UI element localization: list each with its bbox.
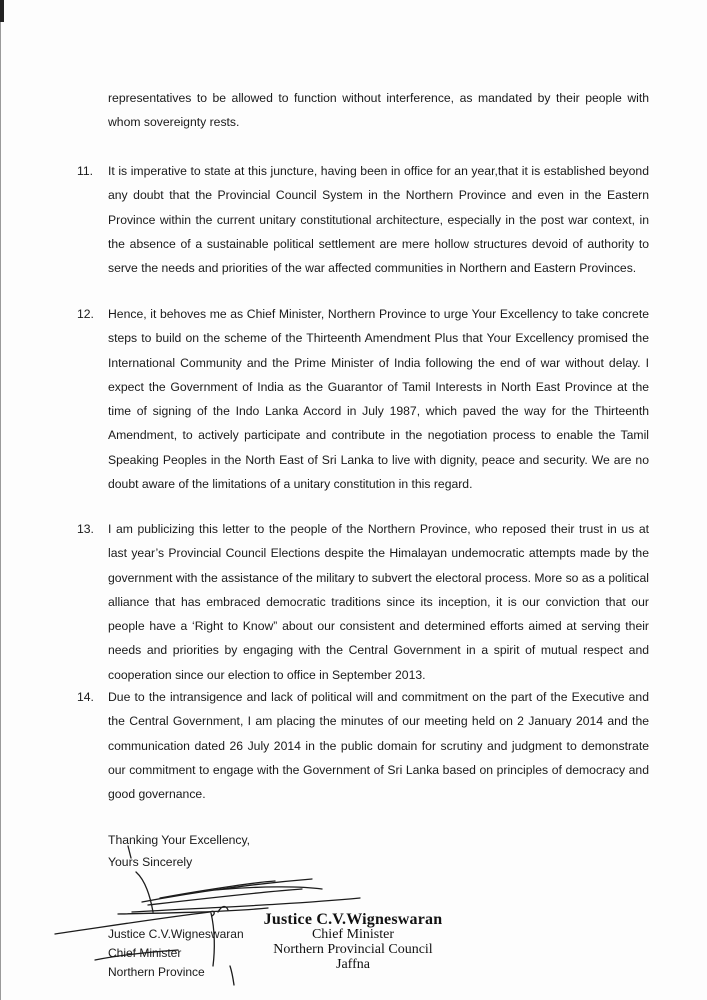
signatory-block <box>108 925 244 982</box>
official-stamp <box>258 912 448 972</box>
stamp-city: Jaffna <box>336 957 370 972</box>
paragraph-12: Hence, it behoves me as Chief Minister, Northern Province to urge Your Excellency to take concrete steps to build on the scheme of the Thirteenth Amendment Plus that Your Excellency promised the International Community and the Prime Minister of India following the end of war without delay. I expect the Government of India as the Guarantor of Tamil Interests in North East Province at the time of signing of the Indo Lanka Accord in July 1987, which paved the way for the Thirteenth Amendment, to actively participate and contribute in the negotiation process to enable the Tamil Speaking Peoples in the North East of Sri Lanka to live with dignity, peace and security. We are no doubt aware of the limitations of a unitary constitution in this regard. <box>108 307 649 492</box>
paragraph-11: It is imperative to state at this juncture, having been in office for an year,that it is established beyond any doubt that the Provincial Council System in the Northern Province and even in the Eastern Province within the current unitary constitutional architecture, especially in the post war context, in the absence of a sustainable political settlement are mere hollow structures devoid of authority to serve the needs and priorities of the war affected communities in Northern and Eastern Provinces. <box>108 164 649 276</box>
paragraph-number-14: 14. <box>77 690 94 704</box>
paragraph-continuation: representatives to be allowed to function without interference, as mandated by their people with whom sovereignty rests. <box>108 91 649 130</box>
signatory-province: Northern Province <box>108 965 205 979</box>
stamp-council: Northern Provincial Council <box>273 942 433 957</box>
paragraph-number-13: 13. <box>77 522 94 536</box>
paragraph-14: Due to the intransigence and lack of political will and commitment on the part of the Executive and the Central Government, I am placing the minutes of our meeting held on 2 January 2014 and the communication dated 26 July 2014 in the public domain for scrutiny and judgment to demonstrate our commitment to engage with the Government of Sri Lanka based on principles of democracy and good governance. <box>108 690 649 802</box>
paragraph-13: I am publicizing this letter to the people of the Northern Province, who reposed their trust in us at last year’s Provincial Council Elections despite the Himalayan undemocratic attempts made by the government with the assistance of the military to subvert the electoral process. More so as a political alliance that has embraced democratic traditions since its inception, it is our conviction that our people have a ‘Right to Know” about our consistent and determined efforts aimed at serving their needs and priorities by engaging with the Central Government in a spirit of mutual respect and cooperation since our election to office in September 2013. <box>108 522 649 682</box>
stamp-title: Chief Minister <box>311 927 395 942</box>
signatory-title: Chief Minister <box>108 946 182 960</box>
stamp-name: Justice C.V.Wigneswaran <box>263 911 443 928</box>
paragraph-number-11: 11. <box>77 164 94 178</box>
closing-valediction: Yours Sincerely <box>108 855 193 869</box>
paragraph-number-12: 12. <box>77 307 94 321</box>
closing-thanks: Thanking Your Excellency, <box>108 833 251 847</box>
signatory-name: Justice C.V.Wigneswaran <box>108 927 244 941</box>
